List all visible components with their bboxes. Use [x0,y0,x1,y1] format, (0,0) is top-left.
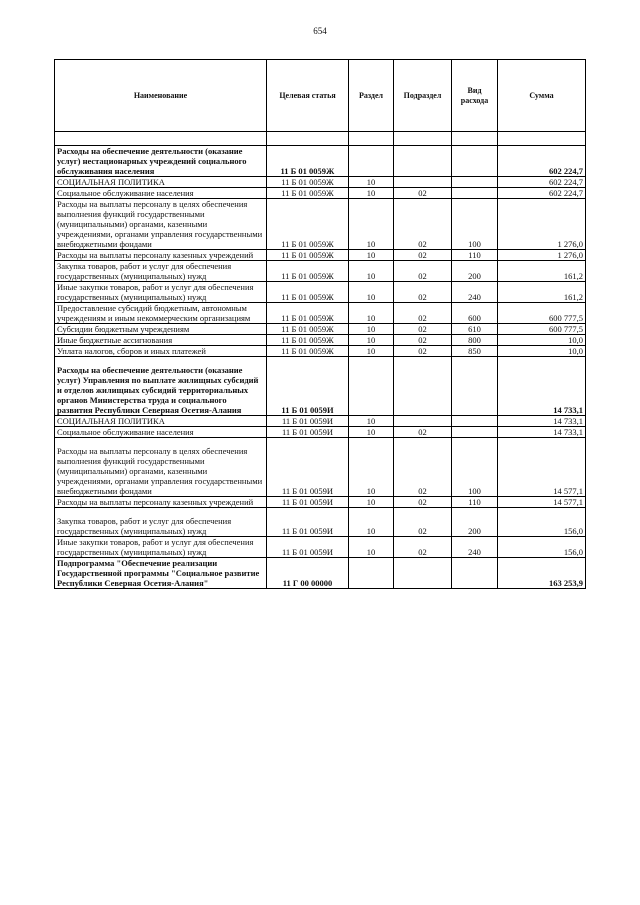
cell-section: 10 [349,250,394,261]
header-subsection: Подраздел [394,60,452,132]
table-row [55,282,586,303]
table-row [55,261,586,282]
cell-target-article: 11 Б 01 0059Ж [267,261,349,282]
cell-expense-type: 610 [452,324,498,335]
cell-expense-type: 600 [452,303,498,324]
table-row [55,416,586,427]
cell-sum: 156,0 [498,537,586,558]
cell-name: Расходы на выплаты персоналу в целях обеспечения выполнения функций государственными (муниципальными) органами, казенными учреждениями, органами управления государственными внебюджетными фондами [55,199,267,250]
cell-target-article: 11 Б 01 0059И [267,508,349,537]
cell-expense-type: 800 [452,335,498,346]
cell-section: 10 [349,188,394,199]
cell-subsection [394,416,452,427]
table-row [55,346,586,357]
table-row [55,497,586,508]
cell-target-article: 11 Б 01 0059Ж [267,177,349,188]
cell-expense-type [452,146,498,177]
cell-expense-type: 110 [452,497,498,508]
cell-expense-type: 850 [452,346,498,357]
cell-target-article: 11 Б 01 0059Ж [267,324,349,335]
cell-subsection: 02 [394,427,452,438]
cell-target-article: 11 Б 01 0059Ж [267,282,349,303]
cell-section: 10 [349,537,394,558]
cell-target-article: 11 Г 00 00000 [267,558,349,589]
cell-expense-type: 200 [452,261,498,282]
cell-subsection: 02 [394,250,452,261]
cell-section: 10 [349,303,394,324]
cell-subsection: 02 [394,199,452,250]
page-number: 654 [313,26,327,36]
cell-subsection [394,558,452,589]
cell-sum: 602 224,7 [498,146,586,177]
cell-target-article: 11 Б 01 0059Ж [267,335,349,346]
cell-name: Уплата налогов, сборов и иных платежей [55,346,267,357]
cell-name: Иные закупки товаров, работ и услуг для обеспечения государственных (муниципальных) нужд [55,537,267,558]
cell-section [349,558,394,589]
cell-section: 10 [349,282,394,303]
table-header-row [55,60,586,132]
cell-target-article: 11 Б 01 0059И [267,357,349,416]
cell-subsection: 02 [394,346,452,357]
cell-expense-type: 200 [452,508,498,537]
cell-section: 10 [349,177,394,188]
cell-name: СОЦИАЛЬНАЯ ПОЛИТИКА [55,177,267,188]
cell-sum: 156,0 [498,508,586,537]
table-row [55,508,586,537]
cell-section: 10 [349,508,394,537]
header-name: Наименование [55,60,267,132]
cell-section: 10 [349,438,394,497]
table-row [55,199,586,250]
table-row [55,303,586,324]
cell-sum: 1 276,0 [498,250,586,261]
cell-section: 10 [349,416,394,427]
cell-section: 10 [349,335,394,346]
cell-sum: 161,2 [498,282,586,303]
cell-sum: 14 577,1 [498,497,586,508]
cell-subsection: 02 [394,282,452,303]
cell-subsection: 02 [394,324,452,335]
cell-expense-type [452,427,498,438]
cell-expense-type [452,188,498,199]
cell-sum: 163 253,9 [498,558,586,589]
table-row [55,537,586,558]
cell-target-article: 11 Б 01 0059И [267,537,349,558]
cell-subsection: 02 [394,438,452,497]
table-row [55,188,586,199]
cell-sum: 14 577,1 [498,438,586,497]
cell-sum: 1 276,0 [498,199,586,250]
cell-target-article: 11 Б 01 0059Ж [267,199,349,250]
header-section: Раздел [349,60,394,132]
cell-expense-type: 240 [452,537,498,558]
cell-section: 10 [349,427,394,438]
cell-target-article: 11 Б 01 0059Ж [267,250,349,261]
header-sum: Сумма [498,60,586,132]
cell-expense-type: 110 [452,250,498,261]
cell-section: 10 [349,199,394,250]
table-row [55,324,586,335]
cell-name: Расходы на выплаты персоналу в целях обеспечения выполнения функций государственными (муниципальными) органами, казенными учреждениями, органами управления государственными внебюджетными фондами [55,438,267,497]
cell-name: СОЦИАЛЬНАЯ ПОЛИТИКА [55,416,267,427]
cell-section: 10 [349,497,394,508]
cell-name: Расходы на обеспечение деятельности (оказание услуг) нестационарных учреждений социального обслуживания населения [55,146,267,177]
cell-name: Социальное обслуживание населения [55,427,267,438]
cell-target-article: 11 Б 01 0059Ж [267,303,349,324]
cell-subsection [394,146,452,177]
header-target-article: Целевая статья [267,60,349,132]
table-row [55,335,586,346]
cell-subsection [394,357,452,416]
cell-section: 10 [349,261,394,282]
cell-target-article: 11 Б 01 0059И [267,416,349,427]
cell-expense-type [452,177,498,188]
cell-sum: 602 224,7 [498,177,586,188]
cell-subsection: 02 [394,261,452,282]
cell-subsection [394,177,452,188]
cell-target-article: 11 Б 01 0059И [267,497,349,508]
cell-target-article: 11 Б 01 0059Ж [267,346,349,357]
cell-section [349,146,394,177]
cell-target-article: 11 Б 01 0059И [267,438,349,497]
cell-expense-type: 100 [452,199,498,250]
cell-name: Иные закупки товаров, работ и услуг для обеспечения государственных (муниципальных) нужд [55,282,267,303]
cell-target-article: 11 Б 01 0059Ж [267,188,349,199]
table-row [55,427,586,438]
cell-subsection: 02 [394,537,452,558]
cell-expense-type: 240 [452,282,498,303]
cell-target-article: 11 Б 01 0059Ж [267,146,349,177]
cell-expense-type [452,416,498,427]
cell-target-article: 11 Б 01 0059И [267,427,349,438]
cell-expense-type [452,357,498,416]
header-expense-type: Вид расхода [452,60,498,132]
cell-sum: 10,0 [498,346,586,357]
table-row [55,558,586,589]
cell-sum: 600 777,5 [498,324,586,335]
cell-sum: 602 224,7 [498,188,586,199]
cell-subsection: 02 [394,335,452,346]
cell-section: 10 [349,346,394,357]
cell-subsection: 02 [394,188,452,199]
spacer-row [55,132,586,146]
cell-subsection: 02 [394,508,452,537]
cell-sum: 10,0 [498,335,586,346]
cell-name: Социальное обслуживание населения [55,188,267,199]
cell-name: Подпрограмма "Обеспечение реализации Государственной программы "Социальное развитие Республики Северная Осетия-Алания" [55,558,267,589]
table-row [55,250,586,261]
cell-name: Расходы на выплаты персоналу казенных учреждений [55,497,267,508]
cell-name: Иные бюджетные ассигнования [55,335,267,346]
cell-subsection: 02 [394,303,452,324]
cell-sum: 14 733,1 [498,416,586,427]
cell-section: 10 [349,324,394,335]
cell-name: Закупка товаров, работ и услуг для обеспечения государственных (муниципальных) нужд [55,508,267,537]
table-row [55,438,586,497]
cell-name: Субсидии бюджетным учреждениям [55,324,267,335]
cell-expense-type [452,558,498,589]
cell-section [349,357,394,416]
table-row [55,177,586,188]
budget-table [54,59,586,589]
cell-expense-type: 100 [452,438,498,497]
table-row [55,146,586,177]
cell-name: Расходы на выплаты персоналу казенных учреждений [55,250,267,261]
cell-sum: 14 733,1 [498,427,586,438]
cell-subsection: 02 [394,497,452,508]
cell-name: Расходы на обеспечение деятельности (оказание услуг) Управления по выплате жилищных субсидий и отделов жилищных субсидий территориальных органов Министерства труда и социального развития Республики Северная Осетия-Алания [55,357,267,416]
cell-name: Закупка товаров, работ и услуг для обеспечения государственных (муниципальных) нужд [55,261,267,282]
cell-sum: 161,2 [498,261,586,282]
table-row [55,357,586,416]
cell-name: Предоставление субсидий бюджетным, автономным учреждениям и иным некоммерческим организациям [55,303,267,324]
cell-sum: 14 733,1 [498,357,586,416]
cell-sum: 600 777,5 [498,303,586,324]
